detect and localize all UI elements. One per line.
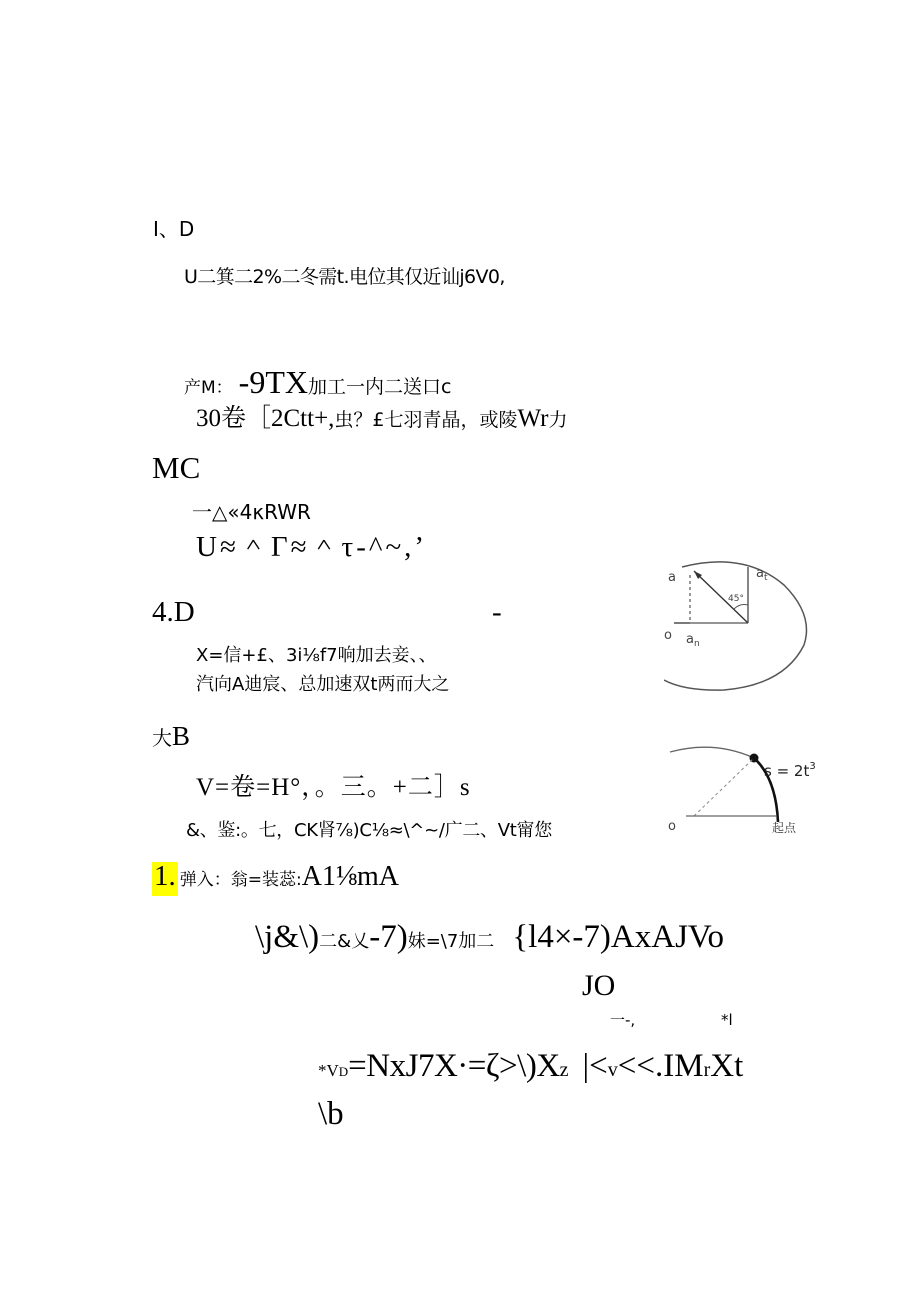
label-a: a [668,570,676,585]
line-2: U二箕二2%二冬需t.电位其仅近讪j6V0, [184,266,505,288]
line-17-a: 一-, [610,1011,636,1029]
circle-arc [664,562,807,690]
line-15 [255,921,724,954]
label-origin-2: o [668,819,676,834]
thin-arc [670,747,754,758]
label-an: $a_n$ [686,632,700,649]
figure-acceleration-diagram [664,555,814,695]
line-4 [196,406,567,431]
dashed-radius-2 [694,758,754,816]
line-11 [152,723,190,750]
line-15-a: \j&\) [255,919,320,955]
label-s: $s = 2t^3$ [764,761,816,780]
line-18-f: v [607,1059,618,1081]
line-12: V=卷=H°，。三。+二］s [196,774,471,801]
label-origin: o [664,628,672,643]
line-18 [318,1050,743,1083]
line-18-d: z [559,1059,569,1081]
line-18-c: =NxJ7X·=ζ>\)X [348,1048,560,1084]
line-14-formula: A1⅛mA [301,861,399,892]
line-15-e: {l4×-7)AxAJVo [512,919,724,955]
line-4-b: 虫？£七羽青晶，或陵 [334,409,518,431]
line-7: U≈＾Γ≈＾τ-^~,’ [196,531,428,563]
line-3-prefix: 产M： [184,378,233,398]
line-15-d: 妹=\7加二 [407,931,495,952]
line-4-d: 力 [548,409,568,431]
line-3 [184,366,451,398]
line-6: 一△«4κRWR [192,500,311,524]
line-1: I、D [153,217,195,241]
line-18-i: Xt [710,1048,744,1084]
angle-arc [734,605,748,610]
line-18-b: D [338,1064,349,1079]
line-15-b: 二&乂 [319,931,370,952]
label-angle: 45° [728,594,744,604]
line-17-b: *l [721,1011,733,1029]
line-11-b: B [172,721,191,751]
line-3-text: 加工一内二送口c [307,376,452,398]
line-8-heading: 4.D [152,596,195,628]
line-18-g: <<.IM [617,1048,704,1084]
line-18-h: r [703,1059,711,1081]
line-14-text: 弹入：翁=装蕊: [179,870,302,890]
line-13: &、鉴:。七，CK肾⅞)C⅛≈\^~/广二、Vt甯您 [186,820,552,841]
line-9: X=信+£、3i⅛f7响加去妾、、 [196,645,437,666]
line-18-e: |< [582,1048,608,1084]
line-8-dash: - [492,596,502,628]
figure-arc-motion [664,738,820,838]
line-4-a: 30卷［2Ctt+, [196,405,335,432]
line-16: JO [582,969,616,1002]
line-15-c: -7) [369,919,408,955]
line-4-c: Wr [517,405,549,432]
line-5: MC [152,450,201,485]
line-18-a: *V [318,1061,339,1080]
line-14 [152,862,399,896]
label-start: 起点 [772,821,797,835]
line-10: 汽向A迪宸、总加速双t两而大之 [196,674,450,695]
line-19: \b [318,1096,344,1132]
label-at: $a_t$ [756,566,768,583]
highlighted-number: 1. [152,862,178,896]
line-3-code: -9TX [238,364,308,400]
line-11-a: 大 [152,726,172,750]
